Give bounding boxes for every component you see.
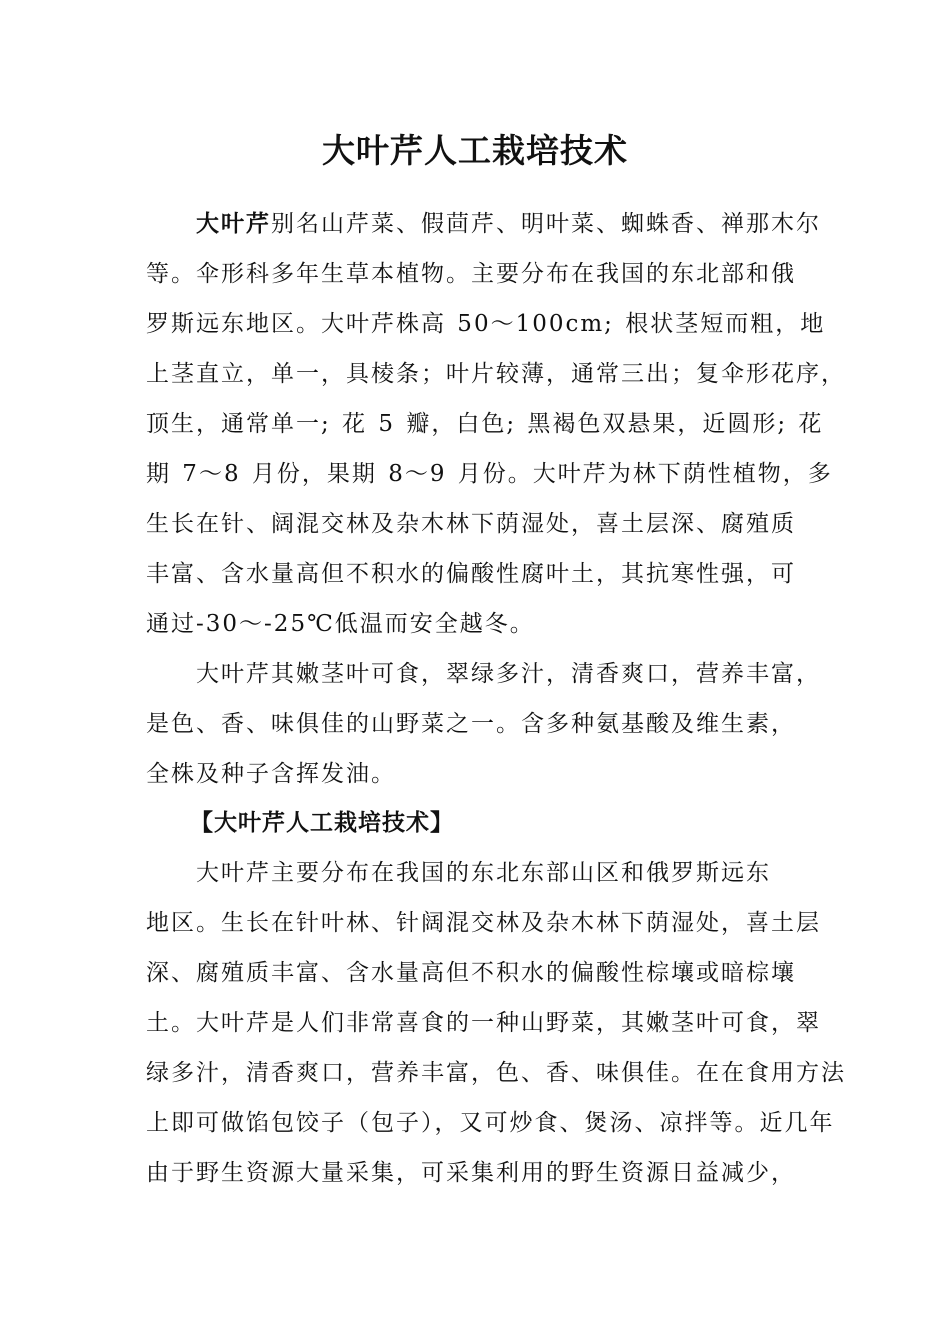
paragraph-1-line-1 [196,208,821,240]
paragraph-1-line-4: 上茎直立，单一，具棱条；叶片较薄，通常三出；复伞形花序， [146,361,846,387]
paragraph-3-line-6: 上即可做馅包饺子（包子），又可炒食、煲汤、凉拌等。近几年 [146,1110,835,1136]
paragraph-1-line-2: 等。伞形科多年生草本植物。主要分布在我国的东北部和俄 [146,261,796,287]
section-heading: 【大叶芹人工栽培技术】 [190,810,454,836]
document-title: 大叶芹人工栽培技术 [322,131,628,170]
lead-term: 大叶芹 [196,211,271,237]
paragraph-2-line-3: 全株及种子含挥发油。 [146,761,396,787]
paragraph-1-line-3: 罗斯远东地区。大叶芹株高 50～100cm; 根状茎短而粗，地 [146,311,826,337]
paragraph-1-line-7: 生长在针、阔混交林及杂木林下荫湿处，喜土层深、腐殖质 [146,511,796,537]
paragraph-1-line-5: 顶生，通常单一; 花 5 瓣，白色; 黑褐色双悬果，近圆形; 花 [146,411,824,437]
paragraph-1-line-6: 期 7～8 月份，果期 8～9 月份。大叶芹为林下荫性植物，多 [146,461,833,487]
paragraph-3-line-2: 地区。生长在针叶林、针阔混交林及杂木林下荫湿处，喜土层 [146,910,821,936]
paragraph-2-line-1: 大叶芹其嫩茎叶可食，翠绿多汁，清香爽口，营养丰富， [196,661,821,687]
paragraph-1-line-1-text: 别名山芹菜、假茴芹、明叶菜、蜘蛛香、禅那木尔 [271,211,821,237]
paragraph-1-line-9: 通过-30～-25℃低温而安全越冬。 [146,611,535,637]
paragraph-3-line-5: 绿多汁，清香爽口，营养丰富，色、香、味俱佳。在在食用方法 [146,1060,846,1086]
paragraph-2-line-2: 是色、香、味俱佳的山野菜之一。含多种氨基酸及维生素， [146,711,796,737]
paragraph-3-line-1: 大叶芹主要分布在我国的东北东部山区和俄罗斯远东 [196,860,771,886]
paragraph-3-line-7: 由于野生资源大量采集，可采集利用的野生资源日益减少， [146,1160,796,1186]
paragraph-1-line-8: 丰富、含水量高但不积水的偏酸性腐叶土，其抗寒性强，可 [146,561,796,587]
paragraph-3-line-4: 土。大叶芹是人们非常喜食的一种山野菜，其嫩茎叶可食，翠 [146,1010,821,1036]
paragraph-3-line-3: 深、腐殖质丰富、含水量高但不积水的偏酸性棕壤或暗棕壤 [146,960,796,986]
